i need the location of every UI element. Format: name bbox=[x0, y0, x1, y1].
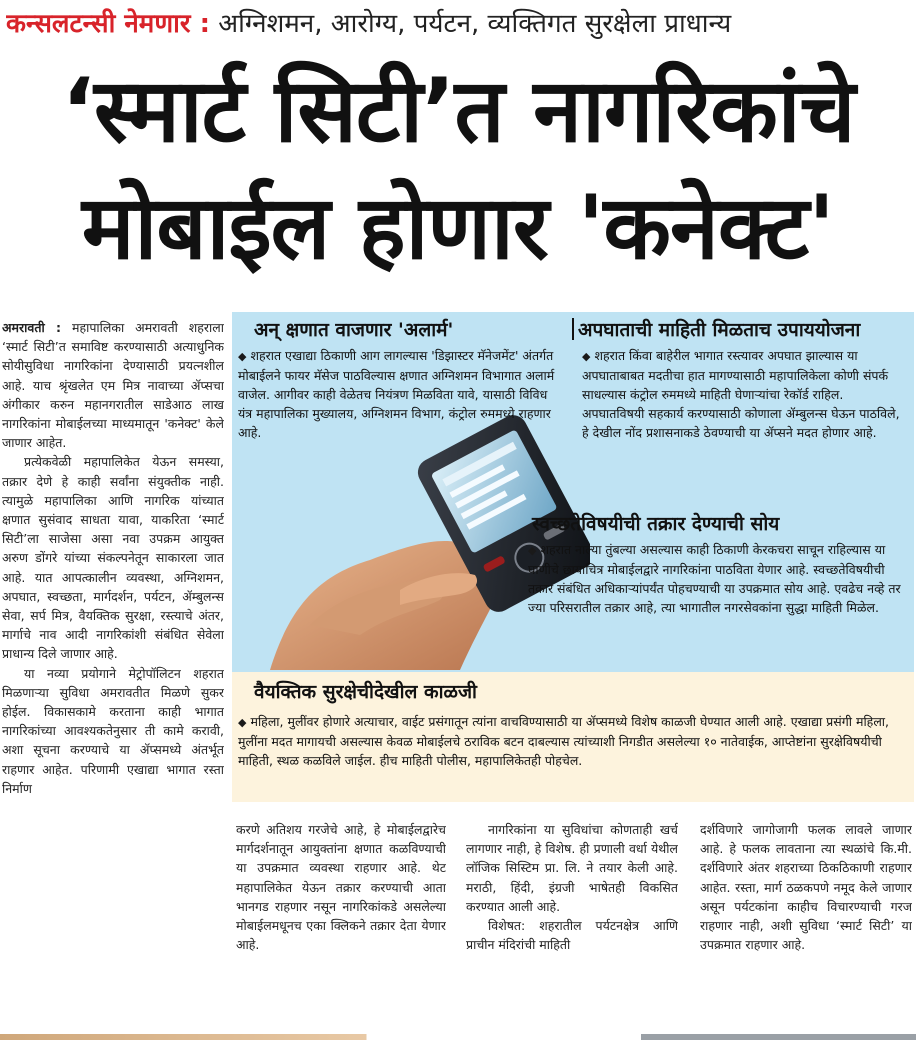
safety-box-body: महिला, मुलींवर होणारे अत्याचार, वाईट प्रसंगातून त्यांना वाचविण्यासाठी या ॲप्समध्ये विशेष काळजी घेण्यात आली आहे. एखाद्या प्रसंगी महिला, मुलींना मदत मागायची असल्यास केवळ मोबाईलचे ठराविक बटन दाबल्यास त्यांच्याशी निगडीत असलेल्या १० नातेवाईक, आप्तेष्टांना सुरक्षेविषयीची माहिती, स्थळ कळविले जाईल. हीच माहिती पोलीस, महापालिकेतही पोहचेल. bbox=[238, 714, 889, 768]
dateline: अमरावती : bbox=[2, 320, 62, 335]
bottom-column-3 bbox=[466, 820, 678, 1036]
headline-line-1: ‘स्मार्ट सिटी’त नागरिकांचे bbox=[61, 59, 855, 162]
kicker-label: कन्सलटन्सी नेमणार : bbox=[6, 9, 210, 39]
info-panel bbox=[232, 312, 914, 672]
panel-divider bbox=[572, 318, 574, 340]
kicker-line bbox=[6, 4, 912, 44]
bottom-column-3-paragraph-1: नागरिकांना या सुविधांचा कोणताही खर्च लागणार नाही, हे विशेष. ही प्रणाली वर्धा येथील लॉजिक सिस्टिम प्रा. लि. ने तयार केली आहे. मराठी, हिंदी, इंग्रजी भाषेतही विकसित करण्यात आली आहे. bbox=[466, 822, 678, 914]
left-paragraph-1 bbox=[2, 318, 224, 452]
alarm-box-body: शहरात एखाद्या ठिकाणी आग लागल्यास 'डिझास्टर मॅनेजमेंट' अंतर्गत मोबाईलने फायर मॅसेज पाठविल्यास क्षणात अग्निशमन विभागात अलार्म वाजेल. आगीवर काही वेळेतच नियंत्रण मिळविता यावे, यासाठी विविध यंत्र महापालिका मुख्यालय, अग्निशमन विभाग, कंट्रोल रुममध्ये राहणार आहे. bbox=[238, 348, 555, 440]
left-paragraph-3: या नव्या प्रयोगाने मेट्रोपॉलिटन शहरात मिळणाऱ्या सुविधा अमरावतीत मिळणे सुकर होईल. विकासकामे करताना काही भागात नागरिकांच्या आवश्यकतेनुसार ती कामे करावी, अशा सूचना करण्याचे या ॲप्समध्ये अंतर्भूत राहणार आहेत. परिणामी एखाद्या भागात रस्ता निर्माण bbox=[2, 665, 224, 796]
bottom-column-3-paragraph-2: विशेषत: शहरातील पर्यटनक्षेत्र आणि प्राचीन मंदिरांची माहिती bbox=[466, 918, 678, 953]
bullet-diamond-icon: ◆ bbox=[528, 544, 537, 557]
safety-box-text bbox=[238, 712, 908, 770]
safety-panel bbox=[232, 672, 914, 802]
bottom-column-4-text: दर्शविणारे जागोजागी फलक लावले जाणार आहे. हे फलक लावताना त्या स्थळांचे कि.मी. दर्शविणारे अंतर शहराच्या ठिकठिकाणी राहणार आहेत. रस्ता, मार्ग ठळकपणे नमूद केले जाणार असून पर्यटकांना काहीच विचारण्याची गरज राहणार नाही, अशी सुविधा ‘स्मार्ट सिटी’ या उपक्रमात राहणार आहे. bbox=[700, 822, 912, 953]
left-paragraph-2: प्रत्येकवेळी महापालिकेत येऊन समस्या, तक्रार देणे हे काही सर्वांना संयुक्तीक नाही. त्यामुळे महापालिका आणि नागरिक यांच्यात क्षणात सुसंवाद साधता यावा, याकरिता ‘स्मार्ट सिटी’ला साजेसा असा नवा उपक्रम आयुक्त अरुण डोंगरे यांच्या संकल्पनेतून साकारला जात आहे. यात आपत्कालीन व्यवस्था, अग्निशमन, अपघात, स्वच्छता, मार्गदर्शन, पर्यटन, ॲम्बुलन्स सेवा, सर्प मित्र, वैयक्तिक सुरक्षा, रस्त्याचे अंतर, मार्गाचे नाव आदी नागरिकांशी संबंधित सेवेला प्राधान्य दिले जाणार आहे. bbox=[2, 454, 224, 662]
bottom-image-strip bbox=[0, 1034, 916, 1040]
left-paragraph-1-text: महापालिका अमरावती शहराला ‘स्मार्ट सिटी’त समाविष्ट करण्यासाठी अत्याधुनिक सोयीसुविधा नागरिकांना देण्यासाठी प्रयत्नशील आहे. याच श्रृंखलेत एम मित्र नावाच्या ॲप्सचा अंगीकार करुन महानगरातील साडेआठ लाख नागरिकांना मोबाईलच्या माध्यमातून 'कनेक्ट' केले जाणार आहेत. bbox=[2, 320, 224, 451]
bullet-diamond-icon: ◆ bbox=[582, 350, 591, 363]
bottom-column-2 bbox=[236, 820, 446, 1036]
bullet-diamond-icon: ◆ bbox=[238, 716, 247, 729]
cleanliness-box-text bbox=[528, 540, 906, 617]
left-column bbox=[2, 318, 224, 1038]
alarm-box-text bbox=[238, 346, 556, 442]
headline-line-2: मोबाईल होणार 'कनेक्ट' bbox=[81, 176, 835, 279]
cleanliness-box-body: शहरात नाल्या तुंबल्या असल्यास काही ठिकाणी केरकचरा साचून राहिल्यास या घाणीचे छायाचित्र मोबाईलद्वारे नागरिकांना पाठविता येणार आहे. स्वच्छतेविषयीची तक्रार संबंधित अधिकाऱ्यांपर्यंत पोहचण्याची या उपक्रमात सोय आहे. एवढेच नव्हे तर ज्या परिसरातील तक्रार आहे, त्या भागातील नगरसेवकांना सुद्धा माहिती मिळेल. bbox=[528, 542, 901, 615]
kicker-text: अग्निशमन, आरोग्य, पर्यटन, व्यक्तिगत सुरक्षेला प्राधान्य bbox=[218, 9, 732, 39]
cleanliness-box-title: स्वच्छतेविषयीची तक्रार देण्याची सोय bbox=[532, 513, 780, 535]
bullet-diamond-icon: ◆ bbox=[238, 350, 247, 363]
accident-box-text bbox=[582, 346, 902, 442]
bottom-column-2-text: करणे अतिशय गरजेचे आहे, हे मोबाईलद्वारेच मार्गदर्शनातून आयुक्तांना क्षणात कळविण्याची या उपक्रमात व्यवस्था राहणार आहे. थेट महापालिकेत येऊन तक्रार करण्याची आता भानगड राहणार नसून नागरिकांकडे असलेल्या मोबाईलमधूनच एका क्लिकने तक्रार देता येणार आहे. bbox=[236, 822, 446, 953]
accident-box-body: शहरात किंवा बाहेरील भागात रस्त्यावर अपघात झाल्यास या अपघाताबाबत मदतीचा हात मागण्यासाठी महापालिकेला कोणी संपर्क साधल्यास कंट्रोल रुममध्ये माहिती घेणाऱ्यांचा रेकॉर्ड राहिल. अपघातविषयी सहकार्य करण्यासाठी कोणाला ॲम्बुलन्स घेऊन पाठविले, हे देखील नोंद प्रशासनाकडे ठेवण्याची या ॲप्सने मदत होणार आहे. bbox=[582, 348, 900, 440]
accident-box-title: अपघाताची माहिती मिळताच उपाययोजना bbox=[578, 319, 861, 341]
alarm-box-title: अन् क्षणात वाजणार 'अलार्म' bbox=[254, 319, 454, 341]
safety-box-title: वैयक्तिक सुरक्षेचीदेखील काळजी bbox=[254, 681, 477, 703]
bottom-column-4 bbox=[700, 820, 912, 1036]
